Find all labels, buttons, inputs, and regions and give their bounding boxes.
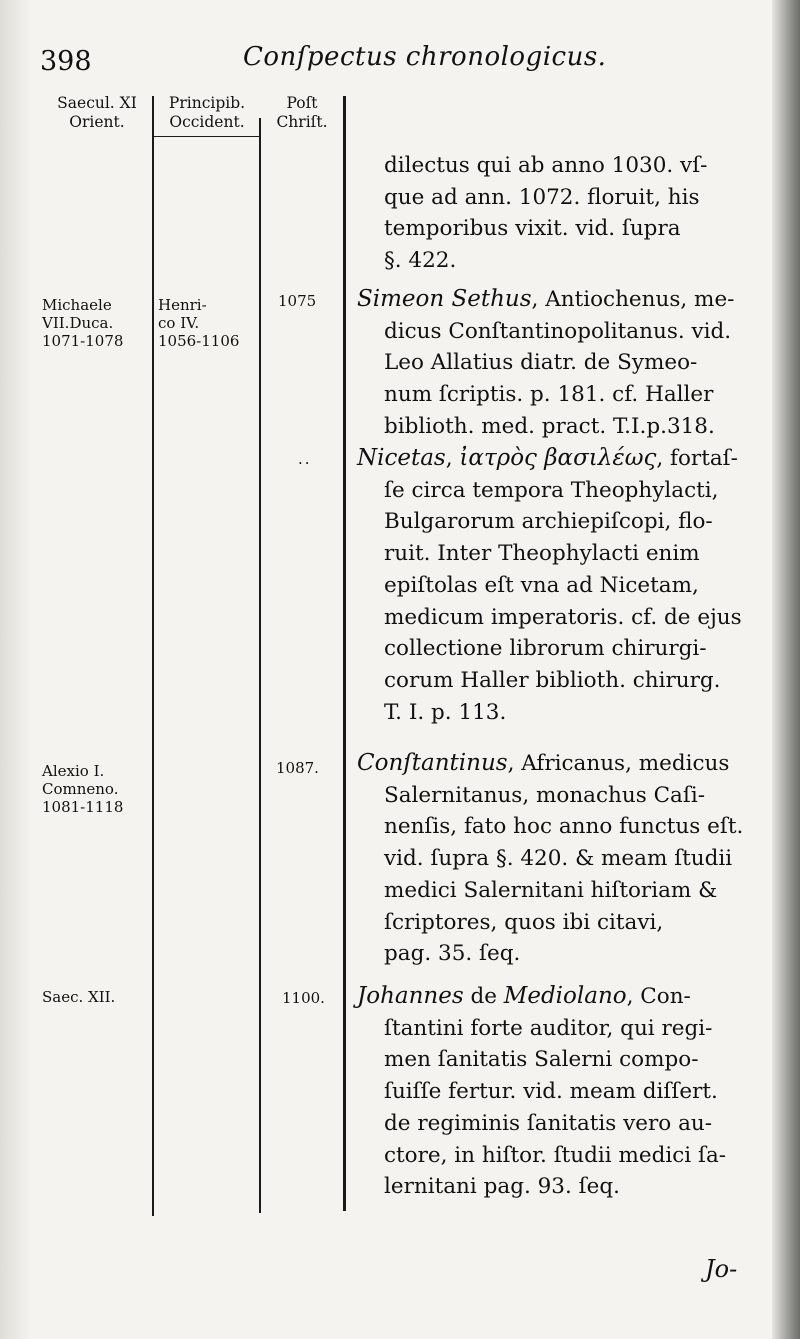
header-rule: [152, 136, 260, 137]
mark-nicetas: ..: [298, 450, 312, 468]
entry-nicetas: Nicetas, ἰατρὸς βασιλέως, fortaſ- ſe circa tempora Theophylacti, Bulgarorum archiepiſcopi, flo- ruit. Inter Theophylacti enim epiſtolas eſt vna ad Nicetam, medicum imperatoris. cf. de ejus collectione librorum chirurgi- corum Haller biblioth. chirurg. T. I. p. 113.: [357, 445, 742, 725]
running-title: Conſpectus chronologicus.: [243, 42, 607, 72]
entry-simeon: Simeon Sethus, Antiochenus, me- dicus Conſtantinopolitanus. vid. Leo Allatius diatr. de Symeo- num ſcriptis. p. 181. cf. Haller biblioth. med. pract. T.I.p.318.: [357, 286, 735, 439]
page-number: 398: [40, 46, 92, 77]
orient-simeon: Michaele VII.Duca. 1071-1078: [42, 296, 124, 350]
year-constantinus: 1087.: [276, 759, 319, 777]
column-rule-2: [259, 118, 261, 1213]
catchword: Jo-: [705, 1255, 738, 1283]
year-johannes: 1100.: [282, 989, 325, 1007]
name-mediolano: Mediolano: [503, 983, 627, 1009]
orient-constantinus: Alexio I. Comneno. 1081-1118: [42, 762, 124, 816]
header-orient: Saecul. XI Orient.: [57, 94, 137, 131]
name-johannes: Johannes: [357, 983, 464, 1009]
page-edge: [772, 0, 800, 1339]
column-rule-3: [343, 96, 346, 1211]
header-occident: Principib. Occident.: [168, 94, 246, 131]
name-nicetas: Nicetas: [357, 445, 446, 471]
entry-constantinus: Conſtantinus, Africanus, medicus Salernitanus, monachus Caſi- nenſis, fato hoc anno functus eſt. vid. ſupra §. 420. & meam ſtudii medici Salernitani hiſtoriam & ſcriptores, quos ibi citavi, pag. 35. ſeq.: [357, 750, 744, 967]
header-post: Poſt Chriſt.: [276, 94, 328, 131]
entry-johannes: Johannes de Mediolano, Con- ſtantini forte auditor, qui regi- men ſanitatis Salerni compo- ſuiſſe fertur. vid. meam diſſert. de regiminis ſanitatis vero au- ctore, in hiſtor. ſtudii medici ſa- lernitani pag. 93. ſeq.: [357, 983, 727, 1200]
orient-johannes: Saec. XII.: [42, 988, 116, 1006]
column-rule-1: [152, 96, 154, 1216]
name-simeon: Simeon Sethus: [357, 286, 532, 312]
occident-simeon: Henri- co IV. 1056-1106: [158, 296, 240, 350]
year-simeon: 1075: [278, 292, 317, 310]
greek-epithet: ἰατρὸς βασιλέως: [459, 445, 657, 471]
gutter-shadow: [0, 0, 30, 1339]
name-constantinus: Conſtantinus: [357, 750, 508, 776]
entry-intro: dilectus qui ab anno 1030. vſ- que ad ann. 1072. floruit, his temporibus vixit. vid. ſupra §. 422.: [384, 153, 708, 274]
